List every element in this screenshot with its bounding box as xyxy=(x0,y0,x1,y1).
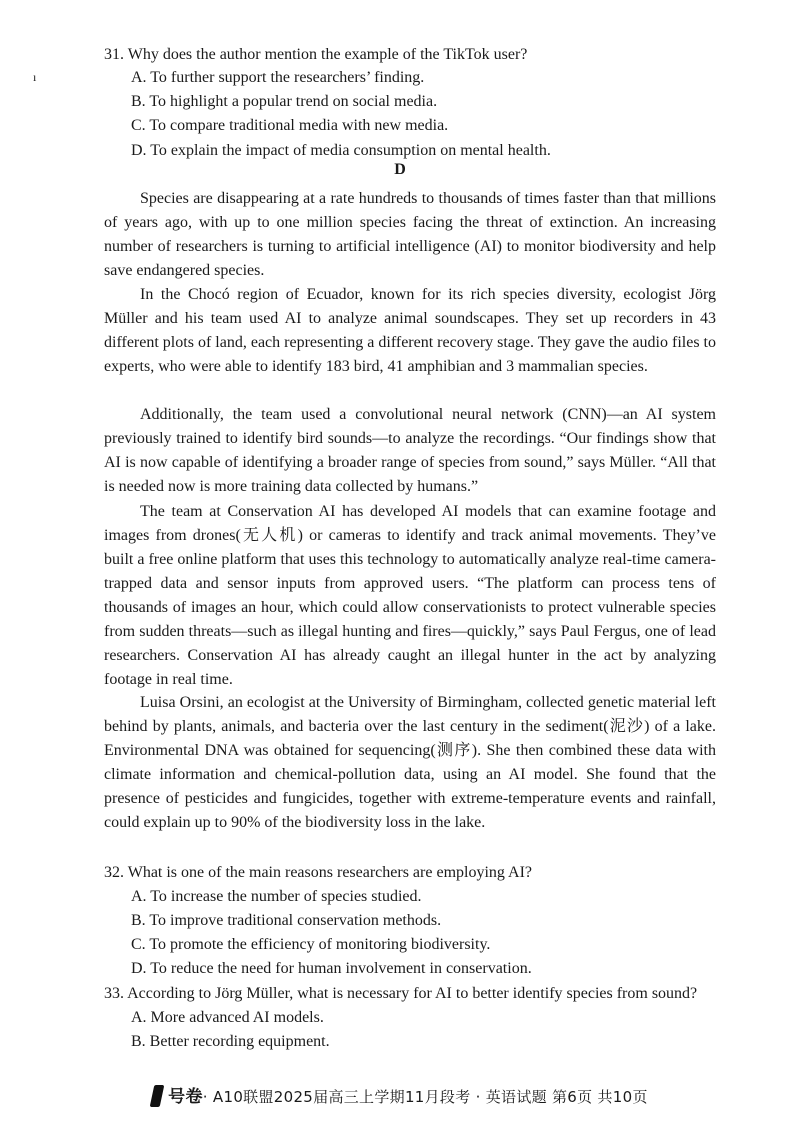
question-33-option-b: B. Better recording equipment. xyxy=(131,1033,330,1050)
question-32-option-a: A. To increase the number of species studied. xyxy=(131,888,422,905)
page-footer xyxy=(0,1082,800,1107)
question-31-stem: 31. Why does the author mention the example of the TikTok user? xyxy=(104,46,528,63)
question-32-option-d: D. To reduce the need for human involvement in conservation. xyxy=(131,960,532,977)
footer-brand: 号卷 xyxy=(168,1087,203,1107)
passage-paragraph-5: Luisa Orsini, an ecologist at the University of Birmingham, collected genetic material left behind by plants, animals, and bacteria over the last century in the sediment(泥沙) of a lake. Environmental DNA was obtained for sequencing(测序). She then combined these data with climate information and chemical-pollution data, using an AI model. She found that the presence of pesticides and fungicides, together with extreme-temperature events and rainfall, could explain up to 90% of the biodiversity loss in the lake. xyxy=(104,694,716,831)
question-33-option-a: A. More advanced AI models. xyxy=(131,1009,324,1026)
question-31-option-c: C. To compare traditional media with new media. xyxy=(131,117,449,134)
question-32-option-c: C. To promote the efficiency of monitoring biodiversity. xyxy=(131,936,491,953)
footer-text: · A10联盟2025届高三上学期11月段考 · 英语试题 第6页 共10页 xyxy=(202,1088,648,1106)
question-31-option-b: B. To highlight a popular trend on social media. xyxy=(131,93,438,110)
passage-paragraph-1: Species are disappearing at a rate hundreds to thousands of times faster than that millions of years ago, with up to one million species facing the threat of extinction. An increasing number of researchers is turning to artificial intelligence (AI) to monitor biodiversity and help save endangered species. xyxy=(104,190,716,279)
question-33-stem: 33. According to Jörg Müller, what is necessary for AI to better identify species from sound? xyxy=(104,985,698,1002)
passage-paragraph-3: Additionally, the team used a convolutional neural network (CNN)—an AI system previously trained to identify bird sounds—to analyze the recordings. “Our findings show that AI is now capable of identifying a broader range of species from sound,” says Müller. “All that is needed now is more training data collected by humans.” xyxy=(104,406,716,495)
brand-logo-icon xyxy=(150,1085,165,1107)
question-31-option-d: D. To explain the impact of media consumption on mental health. xyxy=(131,142,551,159)
question-31-option-a: A. To further support the researchers’ finding. xyxy=(131,69,425,86)
passage-paragraph-4: The team at Conservation AI has developed AI models that can examine footage and images from drones(无人机) or cameras to identify and track animal movements. They’ve built a free online platform that uses this technology to automatically analyze real-time camera-trapped data and sensor inputs from approved users. “The platform can process tens of thousands of images an hour, which could allow conservationists to protect vulnerable species from sudden threats—such as illegal hunting and fires—quickly,” says Paul Fergus, one of lead researchers. Conservation AI has already caught an illegal hunter in the act by analyzing footage in real time. xyxy=(104,503,716,688)
question-32-option-b: B. To improve traditional conservation methods. xyxy=(131,912,442,929)
passage-paragraph-2: In the Chocó region of Ecuador, known for its rich species diversity, ecologist Jörg Müller and his team used AI to analyze animal soundscapes. They set up recorders in 43 different plots of land, each representing a different recovery stage. They gave the audio files to experts, who were able to identify 183 bird, 41 amphibian and 3 mammalian species. xyxy=(104,286,716,375)
section-heading-d: D xyxy=(394,161,406,178)
question-32-stem: 32. What is one of the main reasons researchers are employing AI? xyxy=(104,864,532,881)
margin-mark: ı xyxy=(33,70,37,84)
